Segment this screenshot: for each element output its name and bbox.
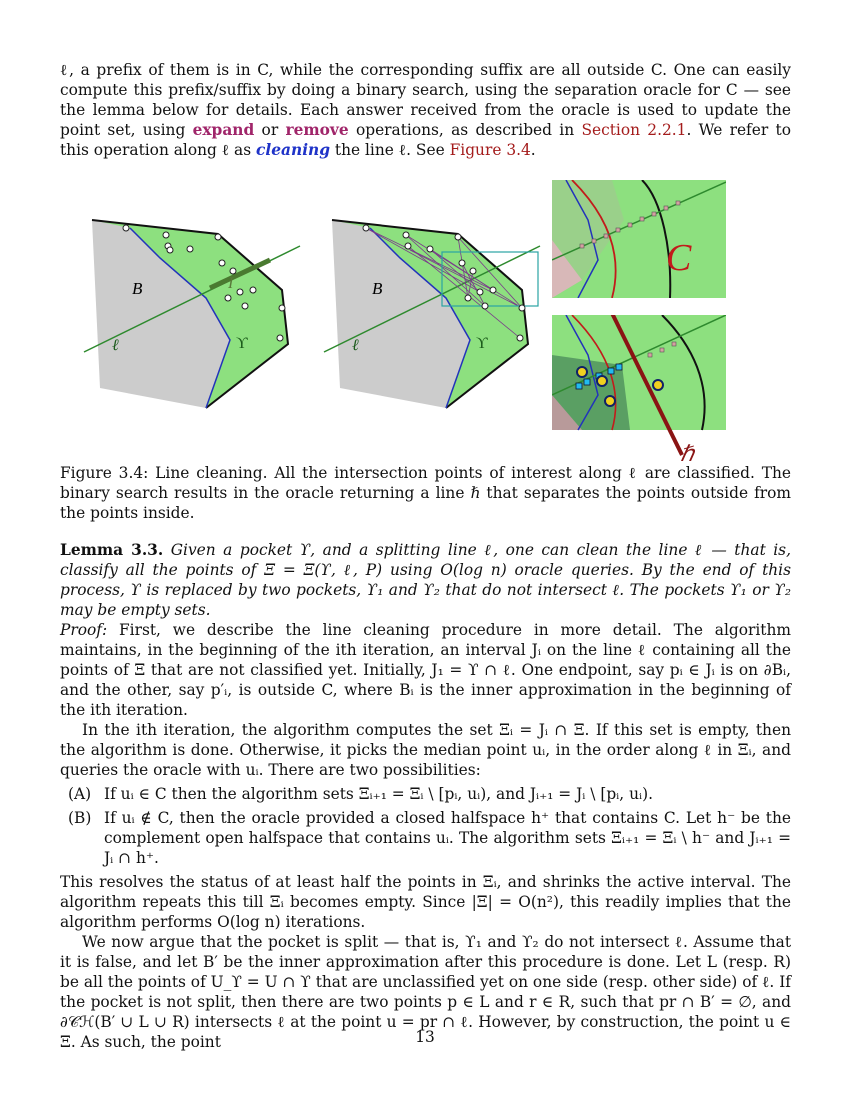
intro-text-5: . [530, 141, 536, 159]
middle-label-l: ℓ [352, 337, 359, 354]
middle-label-B: B [372, 279, 383, 298]
left-label-upsilon: ϒ [236, 335, 248, 352]
proof-paragraph-3: This resolves the status of at least half the points in Ξᵢ, and shrinks the active interval. The algorithm repeats this till Ξᵢ becomes empty. Since |Ξ| = O(n²), this readily implies that the algorithm performs O(log n) iterations. [60, 873, 791, 931]
left-label-B: B [132, 279, 143, 298]
inset-label-h: ℏ [680, 441, 694, 465]
lemma-head: Lemma 3.3. [60, 541, 164, 559]
lemma-3-3 [60, 540, 791, 620]
expand-keyword: expand [192, 121, 255, 139]
figure-inset-top [552, 180, 726, 298]
figure-inset-bottom [552, 315, 726, 465]
page-number: 13 [415, 1028, 435, 1046]
proof-label: Proof: [60, 621, 108, 639]
intro-or: or [261, 121, 279, 139]
proof-paragraph-1: First, we describe the line cleaning procedure in more detail. The algorithm maintains, in the beginning of the ith iteration, an interval Jᵢ on the line ℓ containing all the points of Ξ that are not classified yet. Initially, J₁ = ϒ ∩ ℓ. One endpoint, say pᵢ ∈ Jᵢ is on ∂Bᵢ, and the other, say p′ᵢ, is outside C, where Bᵢ is the inner approximation in the beginning of the ith iteration. [60, 621, 791, 719]
figure-panel-middle [310, 218, 550, 468]
intro-text-3: . We refer to this operation along ℓ as [60, 121, 791, 159]
lemma-body: Given a pocket ϒ, and a splitting line ℓ, one can clean the line ℓ — that is, classify all the points of Ξ = Ξ(ϒ, ℓ, P) using O(log n) oracle queries. By the end of this process, ϒ is replaced by two pockets, ϒ₁ and ϒ₂ that do not intersect ℓ. The pockets ϒ₁ or ϒ₂ may be empty sets. [60, 541, 791, 619]
left-label-I: I [228, 275, 234, 292]
intro-text-1: ℓ, a prefix of them is in C, while the corresponding suffix are all outside C. One can easily compute this prefix/suffix by doing a binary search, using the separation oracle for C — see the lemma below for details. Each answer received from the oracle is used to update the point set, using [60, 61, 791, 139]
left-label-l: ℓ [112, 337, 119, 354]
figure-ref-link[interactable]: Figure 3.4 [449, 141, 531, 159]
inset-label-C: C [666, 237, 692, 279]
case-b [60, 808, 791, 868]
figure-panel-left [70, 218, 310, 468]
proof-block [60, 620, 791, 1052]
middle-label-upsilon: ϒ [476, 335, 488, 352]
intro-text-4: the line ℓ. See [334, 141, 445, 159]
intro-paragraph [60, 60, 791, 160]
case-a-label: (A) [68, 785, 92, 803]
case-b-text: If uᵢ ∉ C, then the oracle provided a closed halfspace h⁺ that contains C. Let h⁻ be the complement open halfspace that contains uᵢ. The algorithm sets Ξᵢ₊₁ = Ξᵢ \ h⁻ and Jᵢ₊₁ = Jᵢ ∩ h⁺. [104, 809, 791, 867]
intro-text-2: operations, as described in [355, 121, 575, 139]
case-b-label: (B) [68, 809, 92, 827]
case-a-text: If uᵢ ∈ C then the algorithm sets Ξᵢ₊₁ = Ξᵢ \ [pᵢ, uᵢ), and Jᵢ₊₁ = Jᵢ \ [pᵢ, uᵢ). [104, 785, 653, 803]
proof-paragraph-2: In the ith iteration, the algorithm computes the set Ξᵢ = Jᵢ ∩ Ξ. If this set is empty, then the algorithm is done. Otherwise, it picks the median point uᵢ, in the order along ℓ in Ξᵢ, and queries the oracle with uᵢ. There are two possibilities: [60, 721, 791, 779]
caption-text: Figure 3.4: Line cleaning. All the intersection points of interest along ℓ are classified. The binary search results in the oracle returning a line ℏ that separates the points outside from the points inside. [60, 464, 791, 522]
case-a [60, 784, 791, 804]
figure-3-4 [60, 178, 791, 465]
section-ref-link[interactable]: Section 2.2.1 [581, 121, 687, 139]
cleaning-keyword: cleaning [256, 141, 330, 159]
proof-paragraph-4: We now argue that the pocket is split — that is, ϒ₁ and ϒ₂ do not intersect ℓ. Assume that it is false, and let B′ be the inner approximation after this procedure is done. Let L (resp. R) be all the points of U_ϒ = U ∩ ϒ that are unclassified yet on one side (resp. other side) of ℓ. If the pocket is not split, then there are two points p ∈ L and r ∈ R, such that pr ∩ B′ = ∅, and ∂𝒞ℋ(B′ ∪ L ∪ R) intersects ℓ at the point u = pr ∩ ℓ. However, by construction, the point u ∈ Ξ. As such, the point [60, 933, 791, 1051]
figure-caption [60, 463, 791, 523]
remove-keyword: remove [285, 121, 349, 139]
